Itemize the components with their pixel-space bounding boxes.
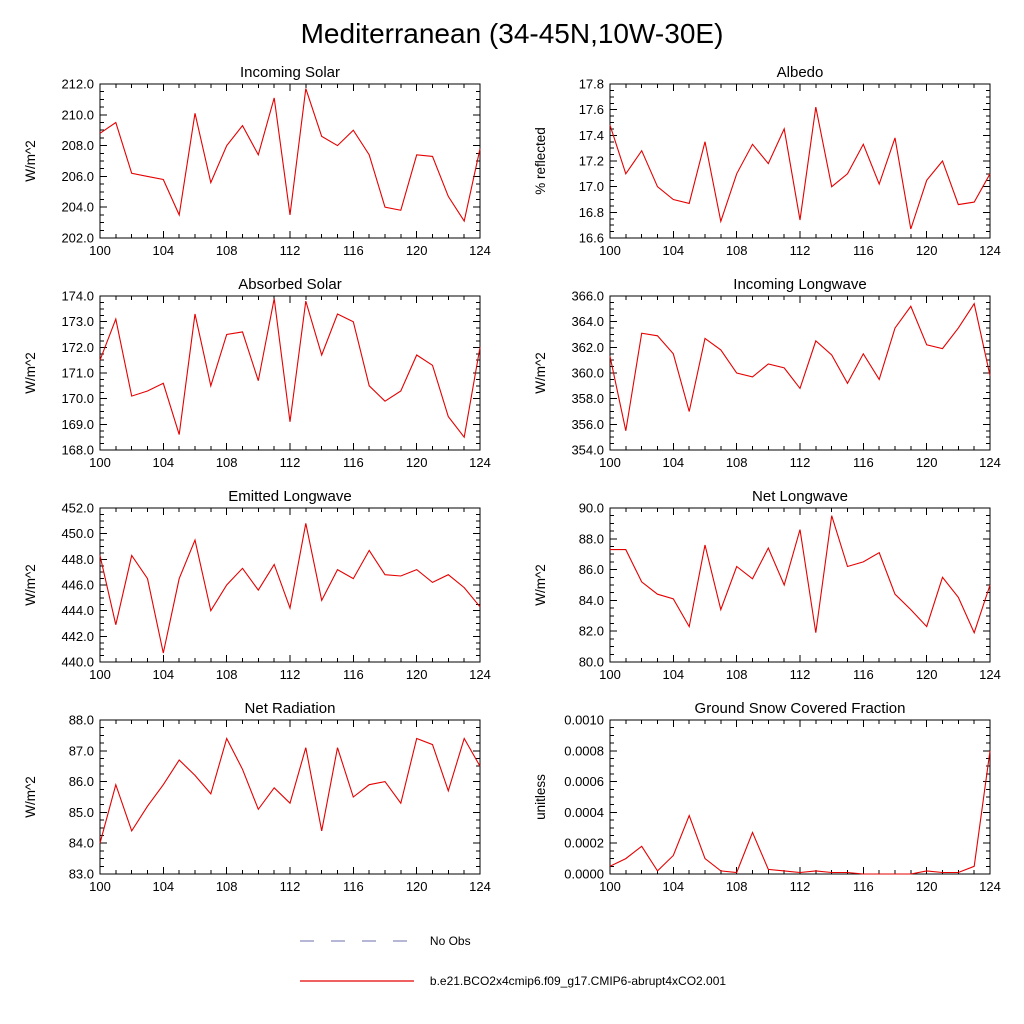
series-line: [100, 89, 480, 222]
svg-text:104: 104: [662, 667, 685, 682]
svg-text:108: 108: [215, 455, 238, 470]
svg-text:112: 112: [789, 455, 811, 470]
chart-incoming-solar: [22, 60, 492, 272]
tick-labels: [61, 501, 490, 683]
plot-frame: [610, 720, 990, 874]
svg-text:112: 112: [789, 667, 811, 682]
svg-text:124: 124: [469, 243, 491, 258]
svg-text:356.0: 356.0: [571, 416, 604, 432]
svg-text:364.0: 364.0: [571, 314, 604, 330]
svg-text:104: 104: [662, 243, 685, 258]
svg-text:17.2: 17.2: [578, 153, 604, 169]
svg-text:104: 104: [152, 879, 175, 894]
svg-text:104: 104: [152, 667, 175, 682]
axes: [100, 720, 480, 874]
svg-text:112: 112: [279, 455, 301, 470]
chart-title: Incoming Solar: [239, 64, 341, 81]
y-axis-label: unitless: [533, 774, 548, 820]
svg-text:100: 100: [599, 455, 621, 470]
svg-text:0.0004: 0.0004: [564, 804, 604, 820]
svg-text:204.0: 204.0: [61, 199, 94, 215]
chart-svg-emitted-longwave: [22, 484, 492, 696]
svg-text:448.0: 448.0: [61, 551, 94, 567]
chart-title: Net Longwave: [752, 488, 848, 505]
series-line: [610, 516, 990, 633]
svg-text:16.8: 16.8: [578, 204, 604, 220]
svg-text:0.0010: 0.0010: [564, 712, 604, 728]
svg-text:100: 100: [89, 243, 111, 258]
y-axis-label: W/m^2: [23, 776, 38, 818]
y-axis-label: W/m^2: [23, 564, 38, 606]
plot-frame: [100, 296, 480, 450]
svg-text:104: 104: [662, 455, 685, 470]
svg-text:116: 116: [342, 667, 364, 682]
svg-text:362.0: 362.0: [571, 339, 604, 355]
svg-text:104: 104: [662, 879, 685, 894]
svg-text:358.0: 358.0: [571, 391, 604, 407]
svg-text:354.0: 354.0: [571, 442, 604, 458]
svg-text:108: 108: [215, 243, 238, 258]
svg-text:17.0: 17.0: [578, 179, 604, 195]
series-line: [610, 304, 990, 431]
axes: [100, 508, 480, 662]
svg-text:120: 120: [915, 667, 938, 682]
svg-text:174.0: 174.0: [61, 288, 94, 304]
svg-text:112: 112: [279, 667, 301, 682]
plot-frame: [100, 720, 480, 874]
svg-text:168.0: 168.0: [61, 442, 94, 458]
plot-frame: [610, 84, 990, 238]
svg-text:100: 100: [599, 667, 621, 682]
svg-text:120: 120: [405, 879, 428, 894]
y-axis-label: % reflected: [533, 127, 548, 195]
svg-text:90.0: 90.0: [578, 500, 604, 516]
svg-text:108: 108: [725, 455, 748, 470]
series-solid-line-icon: [298, 977, 416, 985]
svg-text:446.0: 446.0: [61, 577, 94, 593]
chart-incoming-longwave: [532, 272, 1002, 484]
series-line: [100, 299, 480, 438]
y-axis-label: W/m^2: [23, 140, 38, 182]
svg-text:124: 124: [469, 455, 491, 470]
svg-text:124: 124: [469, 879, 491, 894]
series-line: [100, 739, 480, 844]
svg-text:120: 120: [915, 243, 938, 258]
svg-text:120: 120: [405, 243, 428, 258]
svg-text:124: 124: [979, 879, 1001, 894]
chart-net-longwave: [532, 484, 1002, 696]
tick-labels: [61, 77, 490, 259]
chart-emitted-longwave: [22, 484, 492, 696]
svg-text:100: 100: [599, 243, 621, 258]
chart-title: Absorbed Solar: [238, 276, 342, 293]
svg-text:108: 108: [725, 243, 748, 258]
svg-text:366.0: 366.0: [571, 288, 604, 304]
chart-absorbed-solar: [22, 272, 492, 484]
svg-text:208.0: 208.0: [61, 138, 94, 154]
series-line: [100, 523, 480, 653]
legend-row-no-obs: [298, 934, 726, 948]
chart-svg-net-radiation: [22, 696, 492, 908]
svg-text:124: 124: [469, 667, 491, 682]
svg-text:17.4: 17.4: [578, 127, 604, 143]
svg-text:0.0006: 0.0006: [564, 774, 604, 790]
svg-text:84.0: 84.0: [578, 592, 604, 608]
svg-text:0.0002: 0.0002: [564, 835, 604, 851]
svg-text:169.0: 169.0: [61, 416, 94, 432]
chart-title: Albedo: [776, 64, 824, 81]
svg-text:124: 124: [979, 455, 1001, 470]
svg-text:100: 100: [599, 879, 621, 894]
no-obs-label: No Obs: [429, 934, 471, 948]
chart-svg-incoming-longwave: [532, 272, 1002, 484]
svg-text:116: 116: [342, 455, 364, 470]
svg-text:210.0: 210.0: [61, 107, 94, 123]
tick-labels: [564, 713, 1001, 895]
svg-text:170.0: 170.0: [61, 391, 94, 407]
chart-title: Net Radiation: [244, 700, 336, 717]
svg-text:124: 124: [979, 667, 1001, 682]
svg-text:440.0: 440.0: [61, 654, 94, 670]
svg-text:84.0: 84.0: [68, 835, 94, 851]
svg-text:452.0: 452.0: [61, 500, 94, 516]
svg-text:85.0: 85.0: [68, 804, 94, 820]
svg-text:17.8: 17.8: [578, 76, 604, 92]
svg-text:120: 120: [915, 879, 938, 894]
no-obs-dashed-line-icon: [298, 937, 416, 945]
svg-text:108: 108: [725, 667, 748, 682]
chart-svg-incoming-solar: [22, 60, 492, 272]
axes: [610, 296, 990, 450]
charts-grid: [0, 60, 1024, 908]
plot-frame: [100, 508, 480, 662]
svg-text:16.6: 16.6: [578, 230, 604, 246]
svg-text:87.0: 87.0: [68, 743, 94, 759]
axes: [610, 84, 990, 238]
svg-text:112: 112: [789, 879, 811, 894]
svg-text:171.0: 171.0: [61, 365, 94, 381]
svg-text:104: 104: [152, 243, 175, 258]
svg-text:100: 100: [89, 667, 111, 682]
chart-net-radiation: [22, 696, 492, 908]
legend: [298, 934, 726, 988]
svg-text:0.0000: 0.0000: [564, 866, 604, 882]
chart-svg-ground-snow-covered-fraction: [532, 696, 1002, 908]
svg-text:83.0: 83.0: [68, 866, 94, 882]
chart-title: Ground Snow Covered Fraction: [694, 700, 906, 717]
svg-text:17.6: 17.6: [578, 102, 604, 118]
chart-svg-albedo: [532, 60, 1002, 272]
axes: [100, 296, 480, 450]
svg-text:172.0: 172.0: [61, 339, 94, 355]
tick-labels: [571, 289, 1000, 471]
series-line: [610, 107, 990, 229]
svg-text:108: 108: [725, 879, 748, 894]
svg-text:104: 104: [152, 455, 175, 470]
svg-text:116: 116: [852, 243, 874, 258]
svg-text:112: 112: [279, 243, 301, 258]
svg-text:360.0: 360.0: [571, 365, 604, 381]
page-title: Mediterranean (34-45N,10W-30E): [300, 18, 724, 49]
svg-text:116: 116: [342, 879, 364, 894]
svg-text:112: 112: [789, 243, 811, 258]
svg-text:116: 116: [852, 879, 874, 894]
svg-text:212.0: 212.0: [61, 76, 94, 92]
y-axis-label: W/m^2: [533, 564, 548, 606]
tick-labels: [69, 713, 491, 895]
svg-text:120: 120: [405, 455, 428, 470]
svg-text:100: 100: [89, 879, 111, 894]
svg-text:124: 124: [979, 243, 1001, 258]
svg-text:108: 108: [215, 667, 238, 682]
svg-text:206.0: 206.0: [61, 168, 94, 184]
axes: [610, 720, 990, 874]
svg-text:120: 120: [915, 455, 938, 470]
svg-text:116: 116: [342, 243, 364, 258]
chart-title: Incoming Longwave: [733, 276, 867, 293]
chart-ground-snow-covered-fraction: [532, 696, 1002, 908]
plot-frame: [610, 296, 990, 450]
svg-text:86.0: 86.0: [578, 562, 604, 578]
series-label: b.e21.BCO2x4cmip6.f09_g17.CMIP6-abrupt4xCO2.001: [429, 974, 727, 988]
y-axis-label: W/m^2: [533, 352, 548, 394]
svg-text:88.0: 88.0: [68, 712, 94, 728]
chart-albedo: [532, 60, 1002, 272]
svg-text:173.0: 173.0: [61, 314, 94, 330]
svg-text:80.0: 80.0: [578, 654, 604, 670]
svg-text:112: 112: [279, 879, 301, 894]
y-axis-label: W/m^2: [23, 352, 38, 394]
svg-text:82.0: 82.0: [578, 623, 604, 639]
legend-row-series: [298, 974, 726, 988]
svg-text:100: 100: [89, 455, 111, 470]
svg-text:108: 108: [215, 879, 238, 894]
svg-text:450.0: 450.0: [61, 526, 94, 542]
svg-text:116: 116: [852, 455, 874, 470]
chart-svg-net-longwave: [532, 484, 1002, 696]
chart-title: Emitted Longwave: [228, 488, 352, 505]
svg-text:120: 120: [405, 667, 428, 682]
svg-text:202.0: 202.0: [61, 230, 94, 246]
chart-svg-absorbed-solar: [22, 272, 492, 484]
svg-text:116: 116: [852, 667, 874, 682]
svg-text:0.0008: 0.0008: [564, 743, 604, 759]
svg-text:442.0: 442.0: [61, 628, 94, 644]
svg-text:88.0: 88.0: [578, 531, 604, 547]
series-line: [610, 751, 990, 874]
svg-text:444.0: 444.0: [61, 603, 94, 619]
svg-text:86.0: 86.0: [68, 774, 94, 790]
